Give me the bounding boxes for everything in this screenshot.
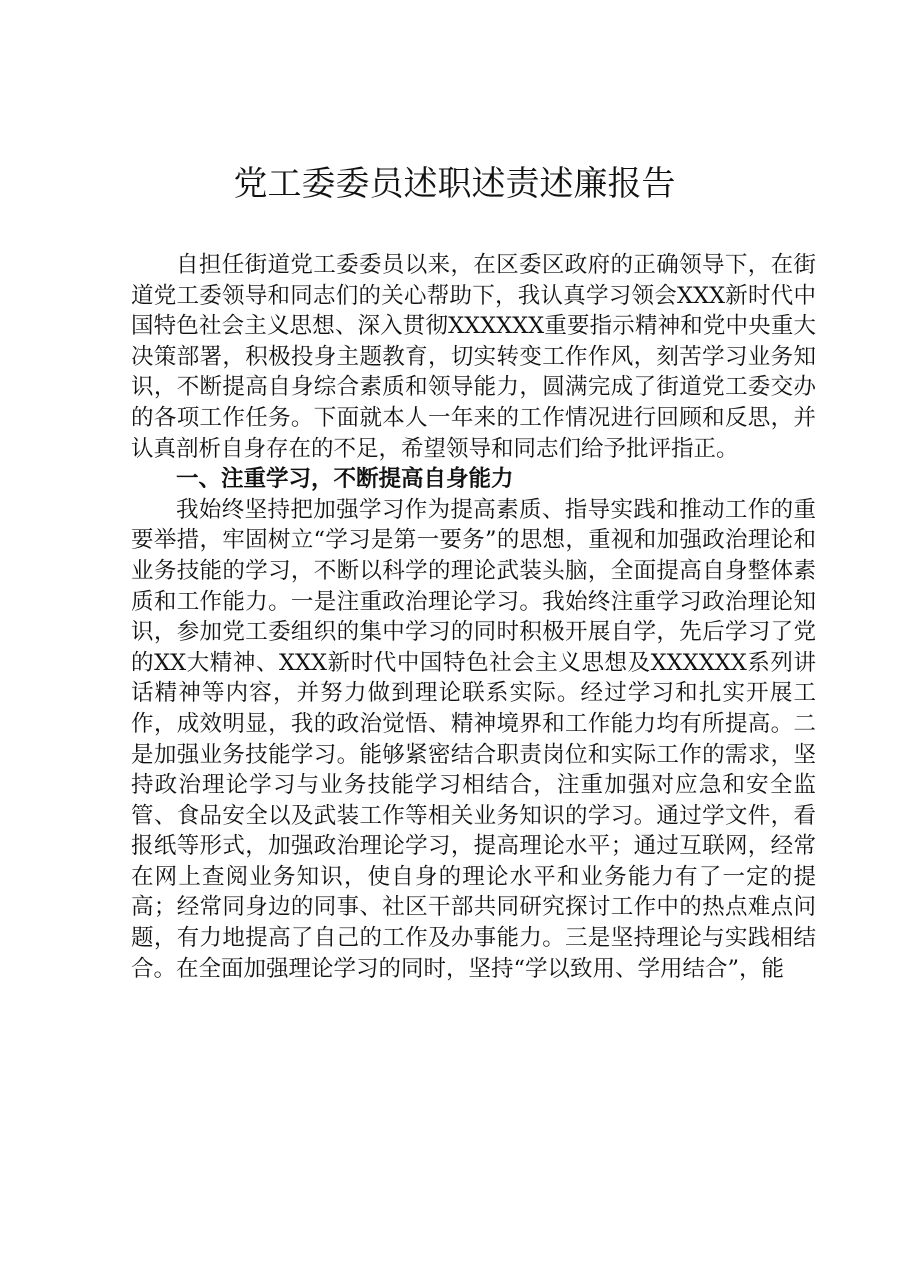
section-heading: 一、注重学习，不断提高自身能力 xyxy=(176,466,514,493)
intro-paragraph: 自担任街道党工委委员以来，在区委区政府的正确领导下，在街道党工委领导和同志们的关心帮助下，我认真学习领会XXX新时代中国特色社会主义思想、深入贯彻XXXXXX重要指示精神和党中央重大决策部署，积极投身主题教育，切实转变工作作风，刻苦学习业务知识，不断提高自身综合素质和领导能力，圆满完成了街道党工委交办的各项工作任务。下面就本人一年来的工作情况进行回顾和反思，并认真剖析自身存在的不足，希望领导和同志们给予批评指正。 xyxy=(131,252,816,462)
document-title: 党工委委员述职述责述廉报告 xyxy=(233,164,676,204)
section-paragraph: 我始终坚持把加强学习作为提高素质、指导实践和推动工作的重要举措，牢固树立“学习是第一要务”的思想，重视和加强政治理论和业务技能的学习，不断以科学的理论武装头脑，全面提高自身整体素质和工作能力。一是注重政治理论学习。我始终注重学习政治理论知识，参加党工委组织的集中学习的同时积极开展自学，先后学习了党的XX大精神、XXX新时代中国特色社会主义思想及XXXXXX系列讲话精神等内容，并努力做到理论联系实际。经过学习和扎实开展工作，成效明显，我的政治觉悟、精神境界和工作能力均有所提高。二是加强业务技能学习。能够紧密结合职责岗位和实际工作的需求，坚持政治理论学习与业务技能学习相结合，注重加强对应急和安全监管、食品安全以及武装工作等相关业务知识的学习。通过学文件，看报纸等形式，加强政治理论学习，提高理论水平；通过互联网，经常在网上查阅业务知识，使自身的理论水平和业务能力有了一定的提高；经常同身边的同事、社区干部共同研究探讨工作中的热点难点问题，有力地提高了自己的工作及办事能力。三是坚持理论与实践相结合。在全面加强理论学习的同时，坚持“学以致用、学用结合”，能 xyxy=(131,496,816,982)
document-body xyxy=(131,250,816,984)
